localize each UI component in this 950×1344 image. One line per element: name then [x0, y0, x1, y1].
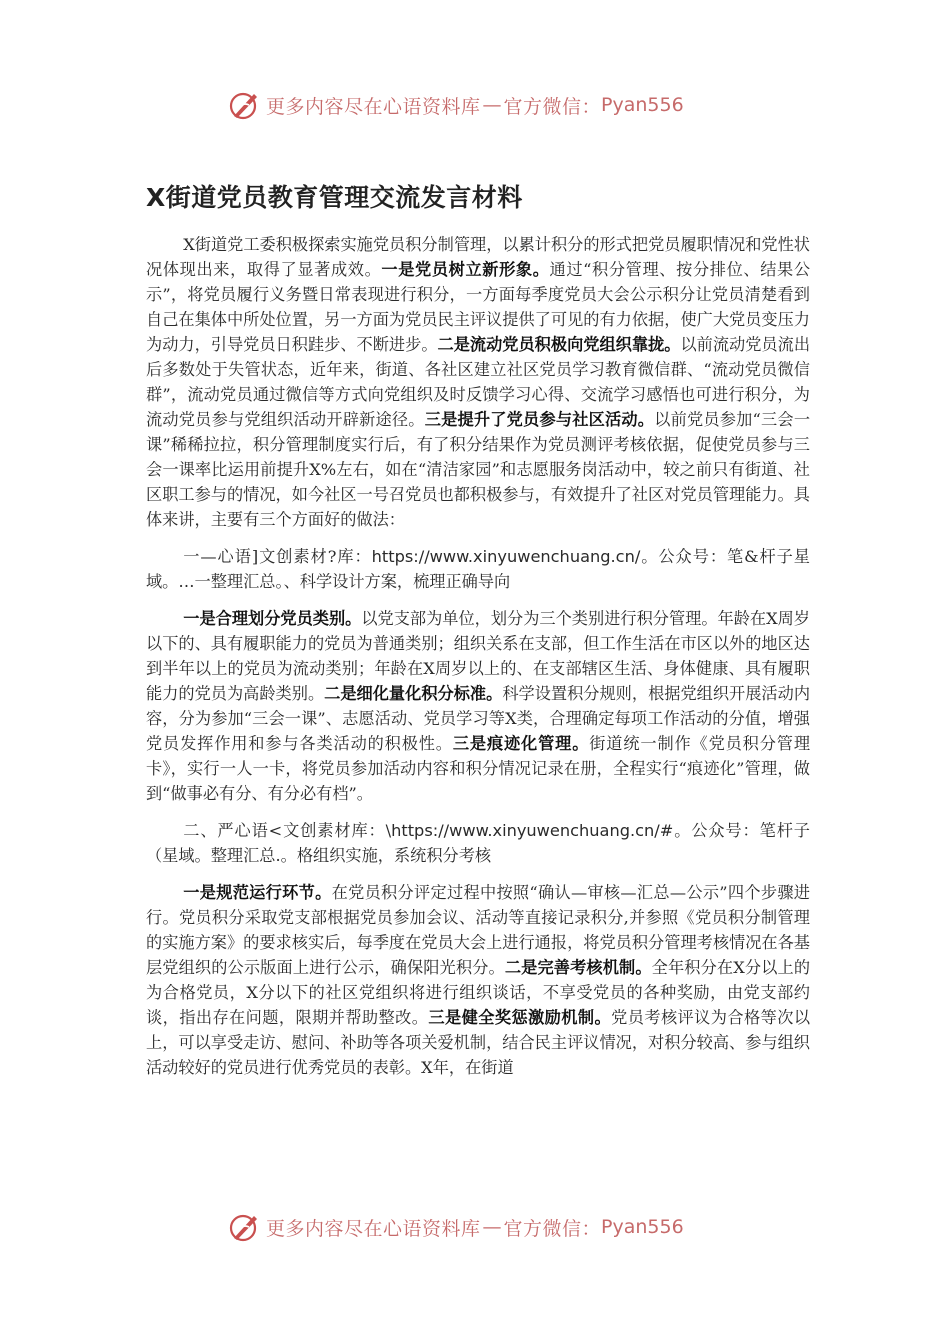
bold-heading: 一是规范运行环节。 [183, 883, 332, 902]
paragraph-section-one [146, 544, 810, 594]
text-run: 通过“积分管理、按分排位、结果公示”，将党员履行义务暨日常表现进行积分，一方面每季度党员大会公示积分让党员清楚看到自己在集体中所处位置，另一方面为党员民主评议提供了可见的有力依据，使广大党员变压力为动力，引导党员日积跬步、不断进步。 [146, 260, 811, 354]
watermark-official-label: 官方微信： [503, 95, 602, 118]
text-run: 以前流动党员流出后多数处于失管状态，近年来，街道、各社区建立社区党员学习教育微信群、“流动党员微信群”，流动党员通过微信等方式向党组织及时反馈学习心得、交流学习感悟也可进行积分，为流动党员参与党组织活动开辟新途径。 [146, 335, 811, 429]
watermark-footer [228, 1210, 728, 1244]
watermark-site-text: 更多内容尽在心语资料库 [266, 1217, 481, 1240]
watermark-wechat-id: Pyan556 [601, 94, 684, 116]
bold-heading: 二是完善考核机制。 [504, 958, 652, 977]
text-run: 以党支部为单位，划分为三个类别进行积分管理。年龄在X周岁以下的、具有履职能力的党员为普通类别；组织关系在支部，但工作生活在市区以外的地区达到半年以上的党员为流动类别；年龄在X周岁以上的、在支部辖区生活、身体健康、具有履职能力的党员为高龄类别。 [146, 609, 810, 703]
watermark-dash: — [482, 1216, 502, 1238]
text-run: 全年积分在X分以上的为合格党员，X分以下的社区党组织将进行组织谈话，不享受党员的各种奖励，由党支部约谈，指出存在问题，限期并帮助整改。 [146, 958, 811, 1027]
text-run: 在党员积分评定过程中按照“确认—审核—汇总—公示”四个步骤进行。党员积分采取党支部根据党员参加会议、活动等直接记录积分,并参照《党员积分制管理的实施方案》的要求核实后，每季度在党员大会上进行通报，将党员积分管理考核情况在各基层党组织的公示版面上进行公示，确保阳光积分。 [146, 883, 810, 977]
bold-heading: 三是痕迹化管理。 [452, 734, 590, 753]
text-run: 党员考核评议为合格等次以上，可以享受走访、慰问、补助等各项关爱机制，结合民主评议情况，对积分较高、参与组织活动较好的党员进行优秀党员的表彰。X年，在街道 [146, 1008, 811, 1077]
watermark-header [228, 88, 728, 122]
document-body [146, 232, 810, 1092]
text-run: 街道统一制作《党员积分管理卡》，实行一人一卡，将党员参加活动内容和积分情况记录在册，全程实行“痕迹化”管理，做到“做事必有分、有分必有档”。 [146, 734, 811, 803]
bold-heading: 三是健全奖惩激励机制。 [428, 1008, 612, 1027]
bold-heading: 二是细化量化积分标准。 [324, 684, 503, 703]
text-run: 。公众号：笔杆子（星域。整理汇总.。格组织实施，系统积分考核 [146, 821, 810, 865]
text-run: 二、严心语<文创素材库：\ [183, 821, 392, 840]
text-run: 。公众号：笔&杆子星域。…一整理汇总。、科学设计方案，梳理正确导向 [146, 547, 810, 591]
paragraph-section-one-detail [146, 606, 810, 806]
paragraph-section-two-detail [146, 880, 810, 1080]
watermark-site-text: 更多内容尽在心语资料库 [266, 95, 481, 118]
bold-heading: 一是党员树立新形象。 [381, 260, 550, 279]
paragraph-intro [146, 232, 810, 532]
text-run: X街道党工委积极探索实施党员积分制管理，以累计积分的形式把党员履职情况和党性状况体现出来，取得了显著成效。 [146, 235, 810, 279]
watermark-official-label: 官方微信： [503, 1217, 602, 1240]
bold-heading: 二是流动党员积极向党组织靠拢。 [437, 335, 681, 354]
watermark-dash: — [482, 94, 502, 116]
text-run: 科学设置积分规则，根据党组织开展活动内容，分为参加“三会一课”、志愿活动、党员学习等X类，合理确定每项工作活动的分值，增强党员发挥作用和参与各类活动的积极性。 [146, 684, 811, 753]
document-title: X街道党员教育管理交流发言材料 [146, 183, 523, 212]
bold-heading: 一是合理划分党员类别。 [183, 609, 362, 628]
text-run: 以前党员参加“三会一课”稀稀拉拉，积分管理制度实行后，有了积分结果作为党员测评考核依据，促使党员参与三会一课率比运用前提升X%左右，如在“清洁家园”和志愿服务岗活动中，较之前只有街道、社区职工参与的情况，如今社区一号召党员也都积极参与，有效提升了社区对党员管理能力。具体来讲，主要有三个方面好的做法： [146, 410, 811, 529]
pen-circle-logo-icon [228, 1210, 262, 1244]
watermark-wechat-id: Pyan556 [601, 1216, 684, 1238]
pen-circle-logo-icon [228, 88, 262, 122]
source-url: https://www.xinyuwenchuang.cn/ [371, 547, 641, 566]
source-url: https://www.xinyuwenchuang.cn/# [391, 821, 674, 840]
bold-heading: 三是提升了党员参与社区活动。 [424, 410, 655, 429]
text-run: 一—心语]文创素材?库： [183, 547, 372, 566]
paragraph-section-two [146, 818, 810, 868]
